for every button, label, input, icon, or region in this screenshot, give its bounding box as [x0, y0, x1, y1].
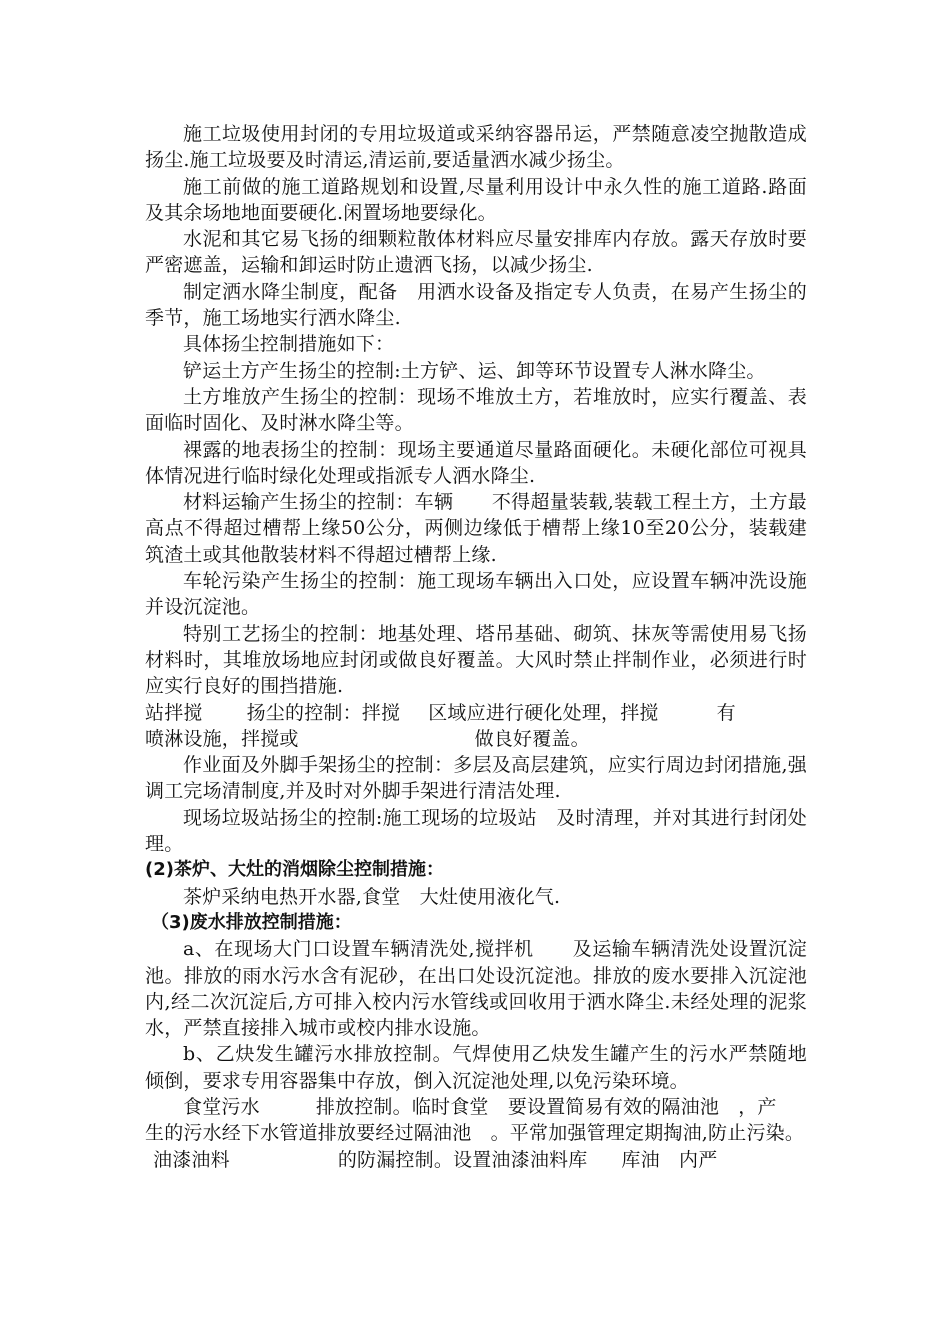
paragraph: 作业面及外脚手架扬尘的控制：多层及高层建筑，应实行周边封闭措施,强调工完场清制度,并及时对外脚手架进行清洁处理. — [145, 754, 807, 803]
paragraph: 特别工艺扬尘的控制：地基处理、塔吊基础、砌筑、抹灰等需使用易飞扬材料时，其堆放场地应封闭或做良好覆盖。大风时禁止拌制作业，必须进行时应实行良好的围挡措施. — [145, 622, 807, 698]
section-heading: (2)茶炉、大灶的消烟除尘控制措施： — [145, 859, 444, 881]
paragraph: a、在现场大门口设置车辆清洗处,搅拌机 及运输车辆清洗处设置沉淀池。排放的雨水污水含有泥砂，在出口处设沉淀池。排放的废水要排入沉淀池内,经二次沉淀后,方可排入校内污水管线或回收用于洒水降尘.未经处理的泥浆水，严禁直接排入城市或校内排水设施。 — [145, 938, 807, 1040]
paragraph: 现场垃圾站扬尘的控制:施工现场的垃圾站 及时清理，并对其进行封闭处理。 — [145, 806, 807, 856]
overlapped-paragraph — [145, 1147, 807, 1173]
text-fragment: 或 — [279, 727, 299, 750]
text-fragment: 食堂污水 — [183, 1095, 260, 1118]
overlapped-paragraph — [145, 700, 807, 753]
paragraph: 施工前做的施工道路规划和设置,尽量利用设计中永久性的施工道路.路面及其余场地地面要硬化.闲置场地要绿化。 — [145, 175, 807, 224]
text-fragment: 站拌搅 — [145, 701, 203, 724]
text-fragment: 做良好覆盖。 — [474, 727, 590, 750]
text-fragment: 库油 内严 — [621, 1148, 718, 1171]
paragraph: 具体扬尘控制措施如下： — [183, 333, 395, 356]
paragraph: 材料运输产生扬尘的控制：车辆 不得超量装载,装载工程土方，土方最高点不得超过槽帮上缘50公分，两侧边缘低于槽帮上缘10至20公分，装载建筑渣土或其他散装材料不得超过槽帮上缘. — [145, 491, 807, 566]
text-fragment: 喷淋设施，拌搅 — [145, 727, 280, 750]
paragraph: 制定洒水降尘制度，配备 用洒水设备及指定专人负责，在易产生扬尘的季节，施工场地实行洒水降尘. — [145, 280, 807, 330]
text-fragment: 排放控制。临时食堂 要设置简易有效的隔油池 ，产 — [315, 1095, 777, 1118]
text-fragment: 扬尘的控制：拌搅 — [246, 701, 401, 724]
text-fragment: 区域应进行硬化处理，拌搅 — [428, 701, 659, 724]
paragraph: 茶炉采纳电热开水器,食堂 大灶使用液化气. — [183, 885, 561, 908]
paragraph: 施工垃圾使用封闭的专用垃圾道或采纳容器吊运，严禁随意凌空抛散造成扬尘.施工垃圾要及时清运,清运前,要适量洒水减少扬尘。 — [145, 123, 807, 172]
section-heading: （3)废水排放控制措施： — [151, 911, 352, 933]
paragraph: 土方堆放产生扬尘的控制：现场不堆放土方，若堆放时，应实行覆盖、表面临时固化、及时淋水降尘等。 — [145, 385, 807, 435]
paragraph: 车轮污染产生扬尘的控制：施工现场车辆出入口处，应设置车辆冲洗设施并设沉淀池。 — [145, 570, 807, 619]
paragraph: 水泥和其它易飞扬的细颗粒散体材料应尽量安排库内存放。露天存放时要严密遮盖，运输和卸运时防止遗洒飞扬，以减少扬尘. — [145, 228, 807, 277]
paragraph: 裸露的地表扬尘的控制：现场主要通道尽量路面硬化。未硬化部位可视具体情况进行临时绿化处理或指派专人洒水降尘. — [145, 438, 807, 487]
text-fragment: 有 — [716, 701, 736, 724]
paragraph: 铲运土方产生扬尘的控制:土方铲、运、卸等环节设置专人淋水降尘。 — [183, 359, 766, 382]
text-fragment: 油漆油料 — [153, 1148, 230, 1171]
document-body — [145, 121, 807, 1173]
text-fragment: 生的污水经下水管道排放要经过隔油池 。平常加强管理定期掏油,防止污染。 — [145, 1122, 805, 1145]
overlapped-paragraph — [145, 1094, 807, 1147]
text-fragment: 的防漏控制。设置油漆油料库 — [337, 1148, 588, 1171]
paragraph: b、乙炔发生罐污水排放控制。气焊使用乙炔发生罐产生的污水严禁随地倾倒，要求专用容器集中存放，倒入沉淀池处理,以免污染环境。 — [145, 1043, 807, 1092]
